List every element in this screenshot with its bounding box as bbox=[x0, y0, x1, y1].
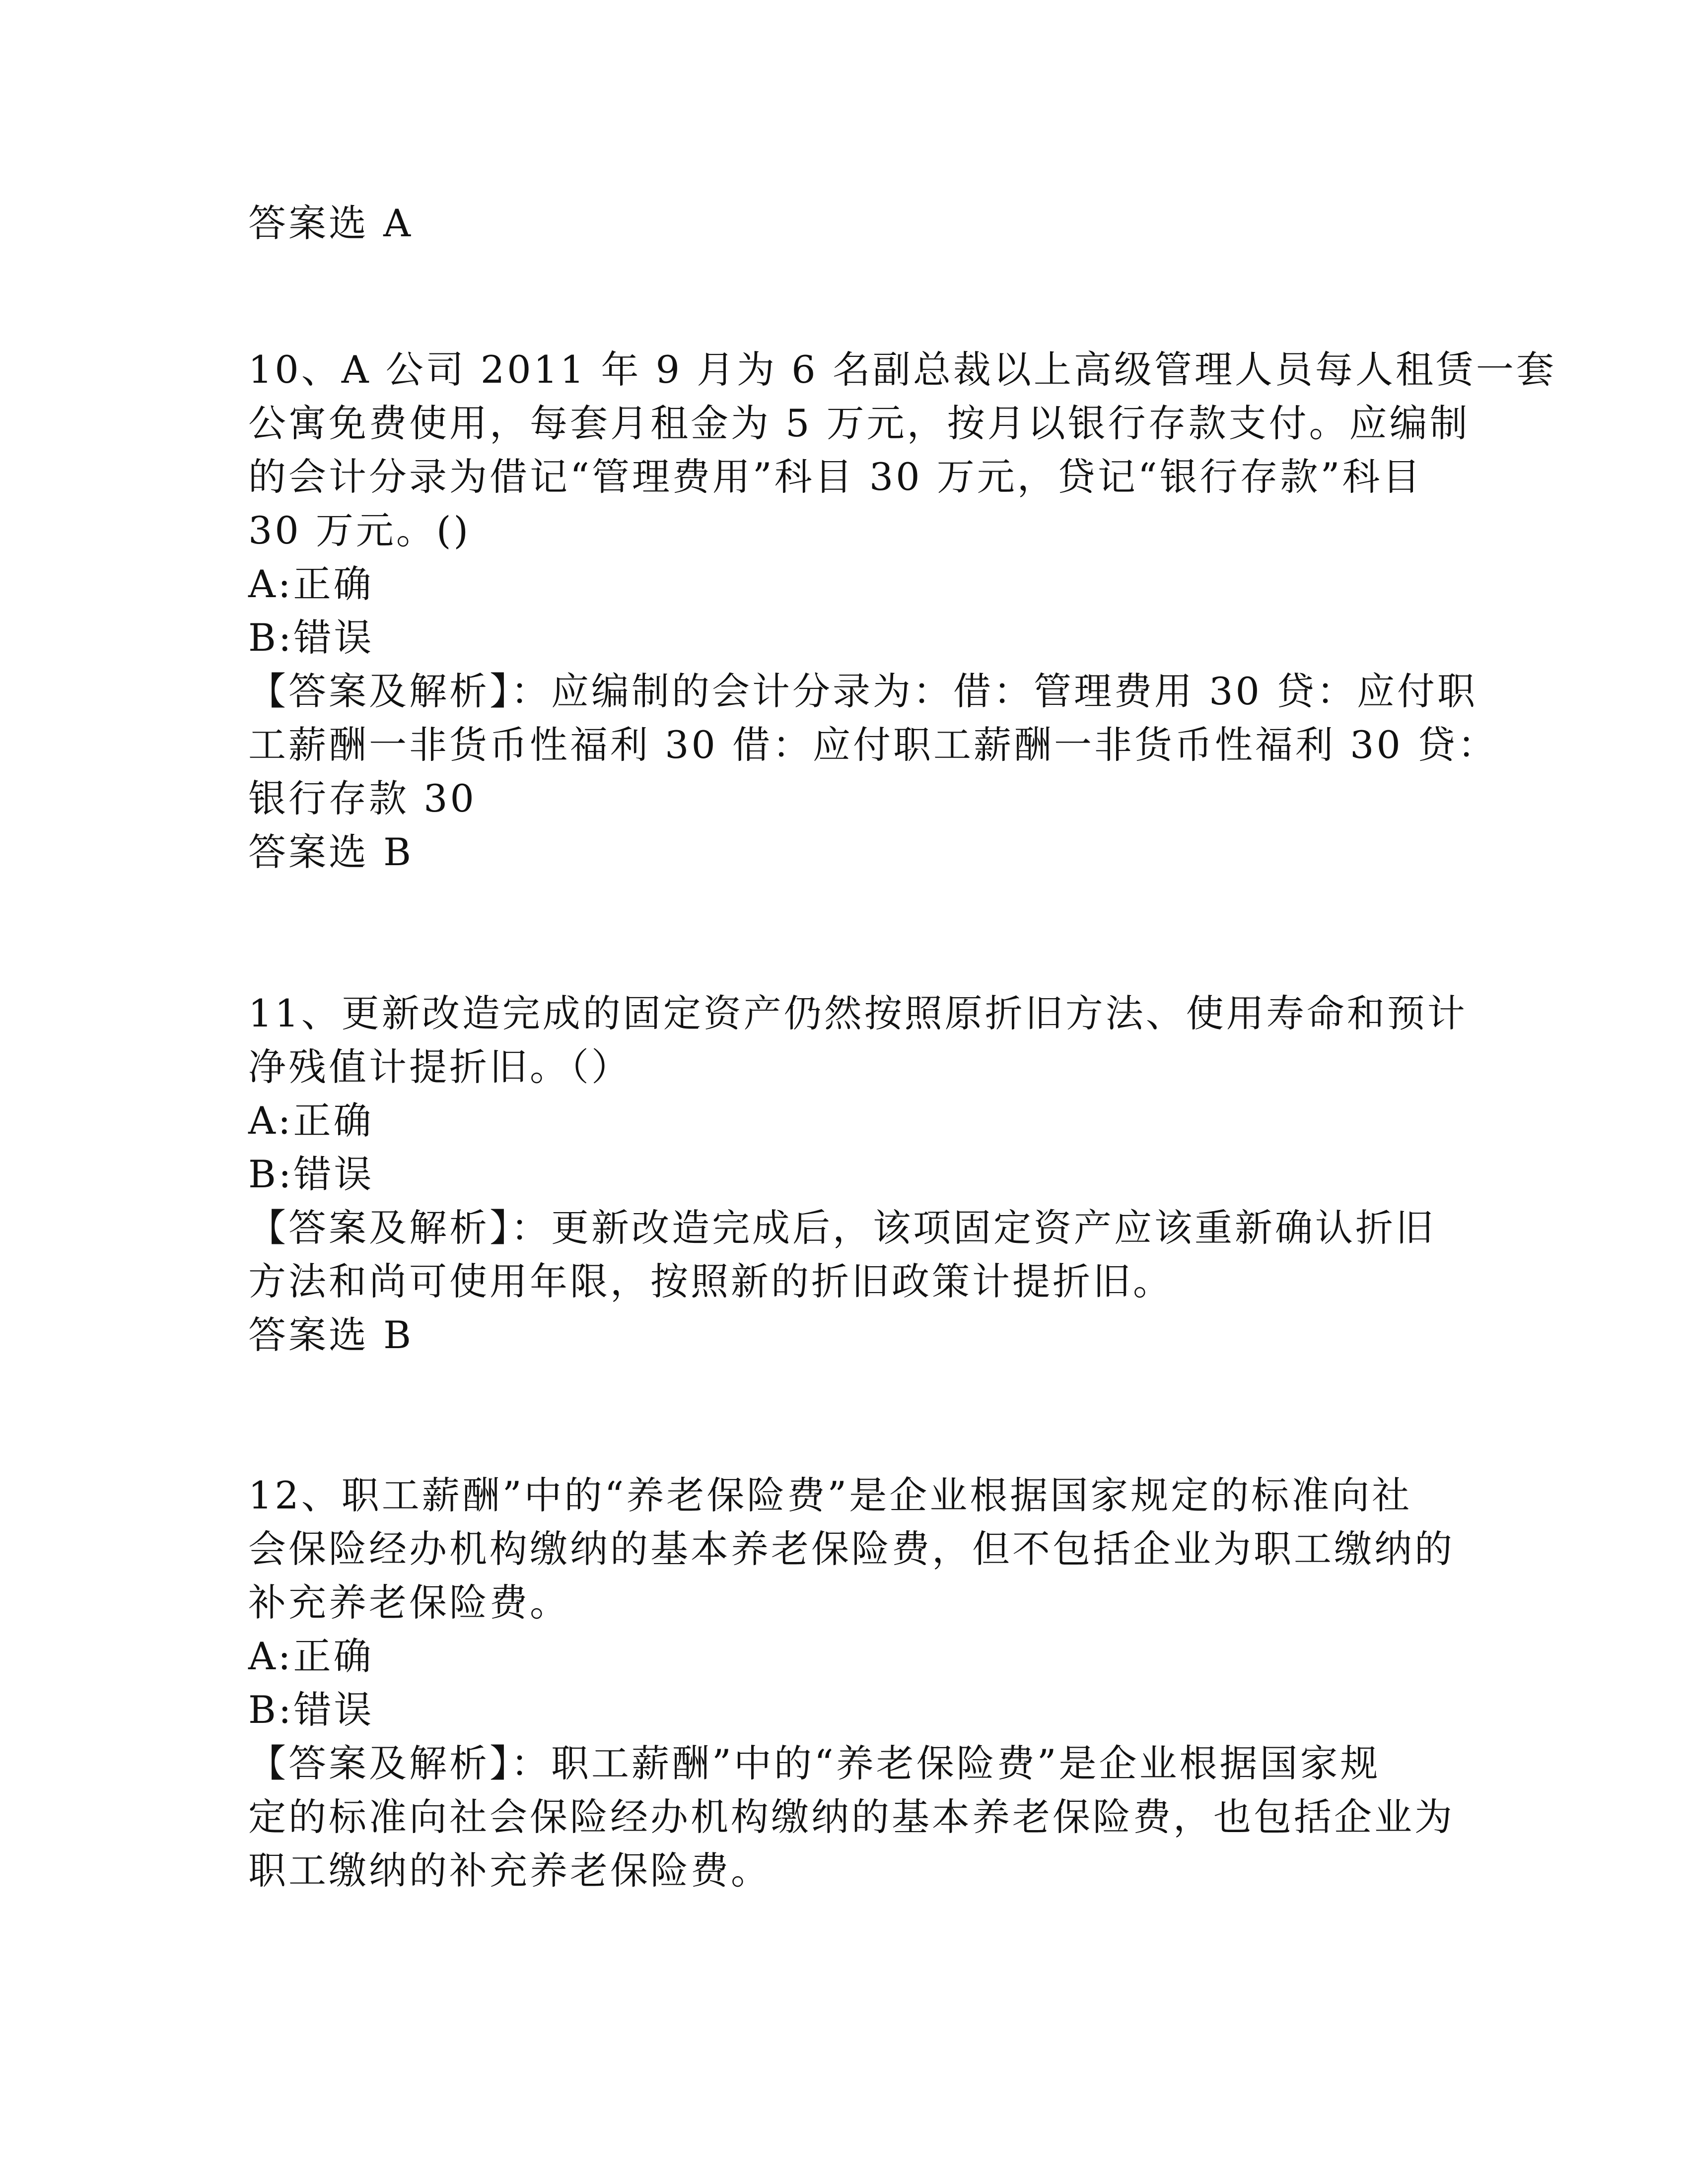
question-text-line: 会保险经办机构缴纳的基本养老保险费，但不包括企业为职工缴纳的 bbox=[248, 1527, 1455, 1571]
analysis-line: 工薪酬一非货币性福利 30 借：应付职工薪酬一非货币性福利 30 贷： bbox=[248, 723, 1498, 767]
answer-line: 答案选 B bbox=[248, 1313, 414, 1357]
question-text-line: 12、职工薪酬”中的“养老保险费”是企业根据国家规定的标准向社 bbox=[248, 1473, 1412, 1517]
analysis-line: 定的标准向社会保险经办机构缴纳的基本养老保险费，也包括企业为 bbox=[248, 1795, 1455, 1839]
option-b: B:错误 bbox=[248, 1152, 374, 1196]
option-a: A:正确 bbox=[248, 562, 374, 606]
question-text-line: 的会计分录为借记“管理费用”科目 30 万元，贷记“银行存款”科目 bbox=[248, 455, 1423, 499]
option-b: B:错误 bbox=[248, 615, 374, 660]
analysis-line: 银行存款 30 bbox=[248, 776, 477, 820]
question-text-line: 30 万元。() bbox=[248, 508, 471, 552]
analysis-line: 【答案及解析】：职工薪酬”中的“养老保险费”是企业根据国家规 bbox=[248, 1741, 1381, 1785]
answer-line: 答案选 B bbox=[248, 830, 414, 874]
option-a: A:正确 bbox=[248, 1634, 374, 1678]
analysis-line: 方法和尚可使用年限，按照新的折旧政策计提折旧。 bbox=[248, 1259, 1173, 1303]
option-b: B:错误 bbox=[248, 1688, 374, 1732]
analysis-line: 【答案及解析】：应编制的会计分录为：借：管理费用 30 贷：应付职 bbox=[248, 669, 1478, 713]
analysis-line: 【答案及解析】：更新改造完成后，该项固定资产应该重新确认折旧 bbox=[248, 1206, 1436, 1250]
question-text-line: 净残值计提折旧。（） bbox=[248, 1045, 632, 1089]
answer-line: 答案选 A bbox=[248, 201, 414, 245]
analysis-line: 职工缴纳的补充养老保险费。 bbox=[248, 1848, 771, 1893]
question-text-line: 公寓免费使用，每套月租金为 5 万元，按月以银行存款支付。应编制 bbox=[248, 401, 1470, 445]
question-text-line: 10、A 公司 2011 年 9 月为 6 名副总裁以上高级管理人员每人租赁一套 bbox=[248, 347, 1556, 392]
question-text-line: 11、更新改造完成的固定资产仍然按照原折旧方法、使用寿命和预计 bbox=[248, 991, 1468, 1035]
document-page bbox=[248, 0, 1556, 2184]
option-a: A:正确 bbox=[248, 1098, 374, 1143]
question-text-line: 补充养老保险费。 bbox=[248, 1580, 570, 1625]
